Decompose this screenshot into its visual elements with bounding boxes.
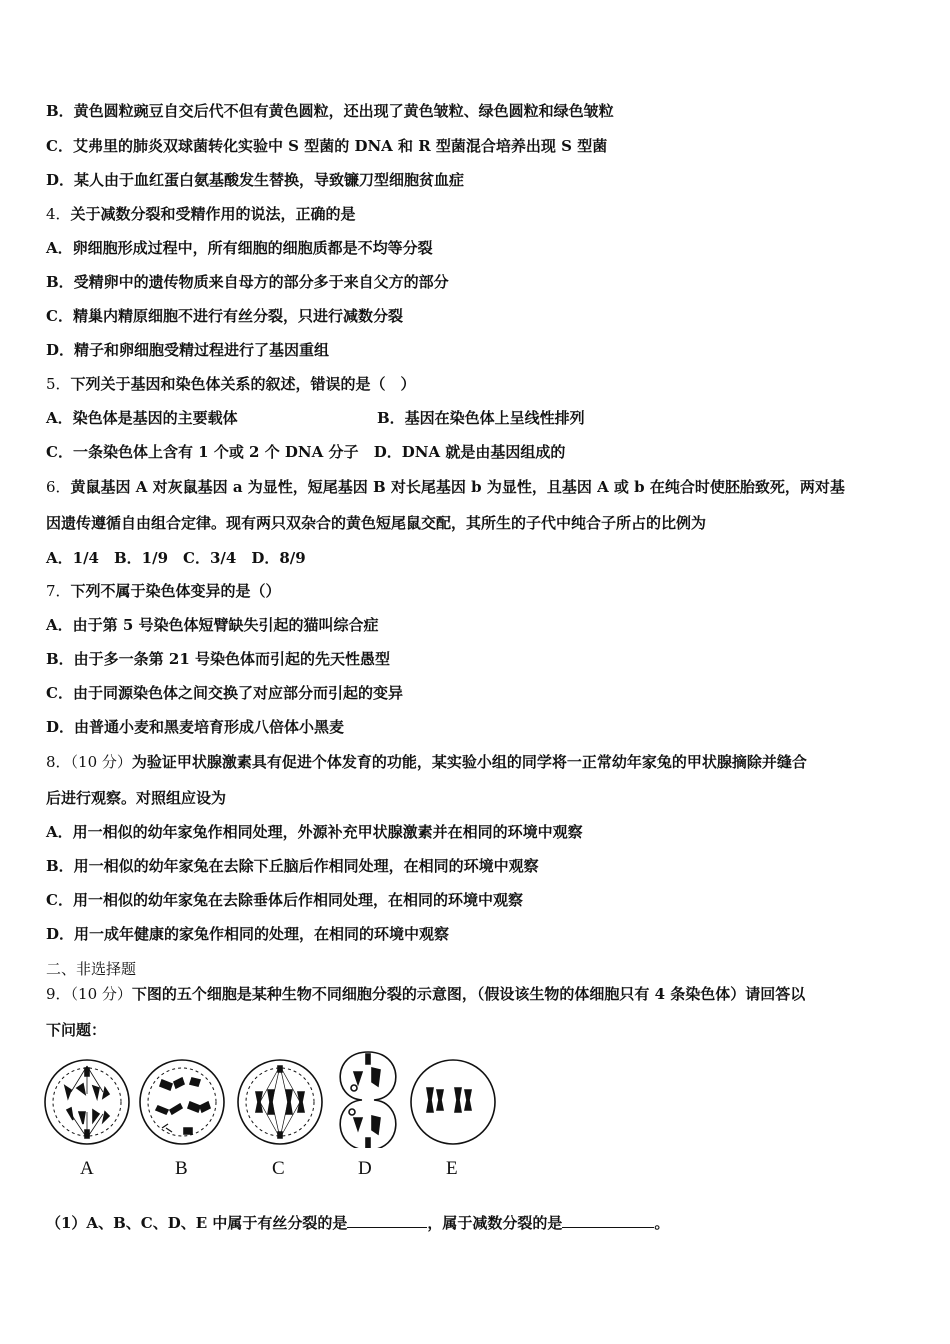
q5-option-d: D．DNA 就是由基因组成的 xyxy=(373,443,566,461)
q9-sub1 xyxy=(46,1213,669,1233)
q5-options-row1 xyxy=(46,408,906,428)
cell-division-figure xyxy=(40,1044,510,1148)
cell-a xyxy=(45,1060,129,1144)
q7-stem-text: 下列不属于染色体变异的是（） xyxy=(70,582,281,600)
q6-options: A．1/4 B．1/9 C．3/4 D．8/9 xyxy=(46,549,306,567)
q7-option-c: C．由于同源染色体之间交换了对应部分而引起的变异 xyxy=(46,684,403,702)
q7-option-b: B．由于多一条第 21 号染色体而引起的先天性愚型 xyxy=(46,650,390,668)
answer-blank-meiosis[interactable] xyxy=(562,1213,654,1228)
q9-stem-text-1: 下图的五个细胞是某种生物不同细胞分裂的示意图，（假设该生物的体细胞只有 4 条染色体）请回答以 xyxy=(131,985,806,1003)
q9-stem-line2: 下问题： xyxy=(46,1021,107,1039)
cell-d xyxy=(340,1052,396,1148)
q6-stem-line1 xyxy=(46,477,845,497)
q6-stem-text-1: 黄鼠基因 A 对灰鼠基因 a 为显性，短尾基因 B 对长尾基因 b 为显性，且基因 A 或 b 在纯合时使胚胎致死，两对基 xyxy=(70,478,845,496)
answer-blank-mitosis[interactable] xyxy=(347,1213,427,1228)
q9-stem-line1 xyxy=(46,984,805,1004)
cell-e xyxy=(411,1060,495,1144)
cell-label-c: C xyxy=(272,1158,285,1179)
q9-sub1-part-a: （1）A、B、C、D、E 中属于有丝分裂的是 xyxy=(46,1214,348,1232)
q8-option-c: C．用一相似的幼年家兔在去除垂体后作相同处理，在相同的环境中观察 xyxy=(46,891,523,909)
q4-option-a: A．卵细胞形成过程中，所有细胞的细胞质都是不均等分裂 xyxy=(46,239,433,257)
q7-option-a: A．由于第 5 号染色体短臂缺失引起的猫叫综合症 xyxy=(46,616,379,634)
q4-option-d: D．精子和卵细胞受精过程进行了基因重组 xyxy=(46,341,330,359)
cell-b xyxy=(140,1060,224,1144)
q5-number: 5． xyxy=(46,375,71,393)
q5-stem-text: 下列关于基因和染色体关系的叙述，错误的是（ ） xyxy=(70,375,416,393)
q3-option-b: B．黄色圆粒豌豆自交后代不但有黄色圆粒，还出现了黄色皱粒、绿色圆粒和绿色皱粒 xyxy=(46,102,614,120)
q7-option-d: D．由普通小麦和黑麦培育形成八倍体小黑麦 xyxy=(46,718,345,736)
cell-c xyxy=(238,1060,322,1144)
q4-stem xyxy=(46,204,356,224)
q6-stem-line2: 因遗传遵循自由组合定律。现有两只双杂合的黄色短尾鼠交配，其所生的子代中纯合子所占的比例为 xyxy=(46,514,707,532)
cell-label-e: E xyxy=(446,1158,458,1179)
q3-option-d: D．某人由于血红蛋白氨基酸发生替换，导致镰刀型细胞贫血症 xyxy=(46,171,465,189)
q5-option-b: B．基因在染色体上呈线性排列 xyxy=(377,409,585,427)
section-heading: 二、非选择题 xyxy=(46,960,137,978)
q9-sub1-end: 。 xyxy=(654,1214,670,1232)
q8-stem-line2: 后进行观察。对照组应设为 xyxy=(46,789,227,807)
q5-option-a: A．染色体是基因的主要载体 xyxy=(46,409,238,427)
q9-sub1-part-b: ，属于减数分裂的是 xyxy=(427,1214,563,1232)
q8-option-d: D．用一成年健康的家兔作相同的处理，在相同的环境中观察 xyxy=(46,925,450,943)
cell-label-b: B xyxy=(175,1158,188,1179)
q5-option-c: C．一条染色体上含有 1 个或 2 个 DNA 分子 xyxy=(46,443,359,461)
q6-number: 6． xyxy=(46,478,71,496)
q7-stem xyxy=(46,581,281,601)
q9-number: 9．（10 分） xyxy=(46,985,132,1003)
q8-number: 8．（10 分） xyxy=(46,753,132,771)
q4-number: 4． xyxy=(46,205,71,223)
q4-option-b: B．受精卵中的遗传物质来自母方的部分多于来自父方的部分 xyxy=(46,273,449,291)
q3-option-c: C．艾弗里的肺炎双球菌转化实验中 S 型菌的 DNA 和 R 型菌混合培养出现 S 型菌 xyxy=(46,137,608,155)
cell-label-d: D xyxy=(358,1158,372,1179)
q8-stem-text-1: 为验证甲状腺激素具有促进个体发育的功能，某实验小组的同学将一正常幼年家兔的甲状腺摘除并缝合 xyxy=(131,753,807,771)
q8-stem-line1 xyxy=(46,752,807,772)
q4-stem-text: 关于减数分裂和受精作用的说法，正确的是 xyxy=(70,205,356,223)
q4-option-c: C．精巢内精原细胞不进行有丝分裂，只进行减数分裂 xyxy=(46,307,403,325)
cell-label-a: A xyxy=(80,1158,94,1179)
q5-stem xyxy=(46,374,416,394)
q5-options-row2 xyxy=(46,442,565,462)
q8-option-a: A．用一相似的幼年家兔作相同处理，外源补充甲状腺激素并在相同的环境中观察 xyxy=(46,823,583,841)
q7-number: 7． xyxy=(46,582,71,600)
q8-option-b: B．用一相似的幼年家兔在去除下丘脑后作相同处理，在相同的环境中观察 xyxy=(46,857,539,875)
